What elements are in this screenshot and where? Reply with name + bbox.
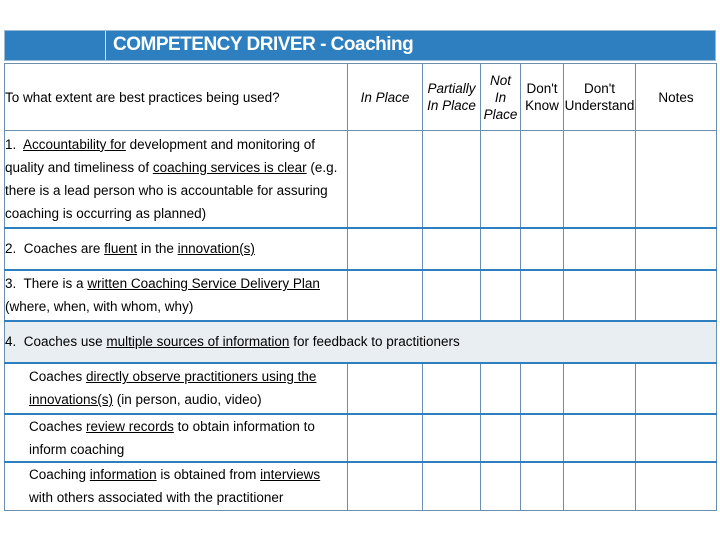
cell-not-in-place[interactable]	[481, 131, 521, 228]
row-text: (in person, audio, video)	[113, 392, 262, 407]
row-text: Coaching	[29, 467, 90, 483]
cell-notes[interactable]	[636, 363, 717, 414]
row-number: 1.	[5, 136, 17, 152]
row-text-underlined: multiple sources of information	[106, 334, 290, 349]
cell-dont-know[interactable]	[521, 414, 564, 462]
row-4b-text	[5, 414, 348, 462]
cell-partially[interactable]	[423, 462, 481, 511]
cell-in-place[interactable]	[348, 363, 423, 414]
cell-partially[interactable]	[423, 228, 481, 270]
row-text-underlined: written Coaching Service Delivery Plan	[87, 276, 320, 291]
row-text: Coaches use	[23, 334, 107, 349]
row-text: Coaches	[29, 369, 87, 384]
header-dont-know	[521, 64, 564, 131]
header-notes: Notes	[636, 64, 717, 131]
row-text: There is a	[23, 276, 88, 291]
row-text: is obtained from	[156, 467, 261, 483]
page-title: COMPETENCY DRIVER - Coaching	[113, 34, 414, 55]
header-dont-understand-line2: Understand	[564, 98, 635, 113]
practices-table	[4, 63, 717, 511]
table-row	[5, 131, 717, 228]
table-row	[5, 270, 717, 321]
row-text: for feedback to practitioners	[289, 334, 460, 349]
header-dont-understand-line1: Don't	[583, 81, 616, 96]
row-4-text	[5, 321, 717, 363]
cell-dont-know[interactable]	[521, 462, 564, 511]
header-partially-line2: In Place	[427, 98, 476, 113]
cell-dont-know[interactable]	[521, 270, 564, 321]
cell-in-place[interactable]	[348, 228, 423, 270]
cell-partially[interactable]	[423, 414, 481, 462]
cell-dont-understand[interactable]	[564, 228, 636, 270]
cell-partially[interactable]	[423, 270, 481, 321]
row-1-text	[5, 131, 348, 228]
cell-partially[interactable]	[423, 363, 481, 414]
cell-dont-know[interactable]	[521, 131, 564, 228]
table-row	[5, 462, 717, 511]
row-text: Coaches	[29, 418, 87, 434]
row-text-underlined: innovation(s)	[177, 241, 255, 256]
row-text-underlined: Accountability for	[23, 136, 126, 152]
cell-not-in-place[interactable]	[481, 228, 521, 270]
cell-dont-know[interactable]	[521, 228, 564, 270]
cell-in-place[interactable]	[348, 131, 423, 228]
row-text: (where, when, with whom, why)	[5, 299, 194, 314]
header-not-in-place	[481, 64, 521, 131]
row-text: Coaches are	[23, 241, 105, 256]
row-text: development and monitoring of quality and timeliness of	[5, 136, 315, 175]
table-row	[5, 228, 717, 270]
header-not-line2: In	[494, 89, 507, 105]
row-3-text	[5, 270, 348, 321]
cell-partially[interactable]	[423, 131, 481, 228]
header-in-place: In Place	[348, 64, 423, 131]
row-text: (e.g. there is a lead person who is accountable for assuring coaching is occurring as planned)	[5, 159, 338, 221]
cell-dont-understand[interactable]	[564, 270, 636, 321]
row-text-underlined: review records	[86, 418, 174, 434]
title-divider	[105, 31, 106, 60]
cell-notes[interactable]	[636, 414, 717, 462]
cell-dont-understand[interactable]	[564, 363, 636, 414]
row-text-underlined: fluent	[104, 241, 138, 256]
row-number: 2.	[5, 241, 17, 256]
header-dont-know-line2: Know	[525, 98, 559, 113]
table-row	[5, 414, 717, 462]
cell-in-place[interactable]	[348, 414, 423, 462]
cell-not-in-place[interactable]	[481, 462, 521, 511]
cell-in-place[interactable]	[348, 462, 423, 511]
row-text-underlined: information	[89, 467, 157, 483]
row-text-underlined: coaching services is clear	[152, 159, 307, 175]
cell-not-in-place[interactable]	[481, 363, 521, 414]
cell-dont-understand[interactable]	[564, 131, 636, 228]
header-dont-know-line1: Don't	[526, 81, 558, 96]
row-text-underlined: interviews	[260, 467, 321, 483]
header-dont-understand	[564, 64, 636, 131]
cell-notes[interactable]	[636, 462, 717, 511]
header-partially-line1: Partially	[427, 81, 476, 96]
cell-not-in-place[interactable]	[481, 270, 521, 321]
row-number: 4.	[5, 334, 17, 349]
cell-in-place[interactable]	[348, 270, 423, 321]
row-number: 3.	[5, 276, 17, 291]
cell-notes[interactable]	[636, 131, 717, 228]
cell-dont-understand[interactable]	[564, 414, 636, 462]
row-text: to obtain information to inform coaching	[29, 418, 315, 457]
table-row-section	[5, 321, 717, 363]
header-not-line1: Not	[489, 72, 511, 88]
cell-dont-know[interactable]	[521, 363, 564, 414]
header-question: To what extent are best practices being used?	[5, 64, 348, 131]
cell-notes[interactable]	[636, 228, 717, 270]
row-4c-text	[5, 462, 348, 511]
cell-notes[interactable]	[636, 270, 717, 321]
row-4a-text	[5, 363, 348, 414]
cell-not-in-place[interactable]	[481, 414, 521, 462]
header-row	[5, 64, 717, 131]
row-text: with others associated with the practitioner	[29, 490, 284, 506]
cell-dont-understand[interactable]	[564, 462, 636, 511]
title-bar	[4, 30, 716, 61]
header-partially-in-place	[423, 64, 481, 131]
row-2-text	[5, 228, 348, 270]
table-row	[5, 363, 717, 414]
header-not-line3: Place	[483, 106, 518, 122]
row-text-underlined: directly observe practitioners using the innovations(s)	[29, 369, 317, 407]
row-text: in the	[137, 241, 178, 256]
